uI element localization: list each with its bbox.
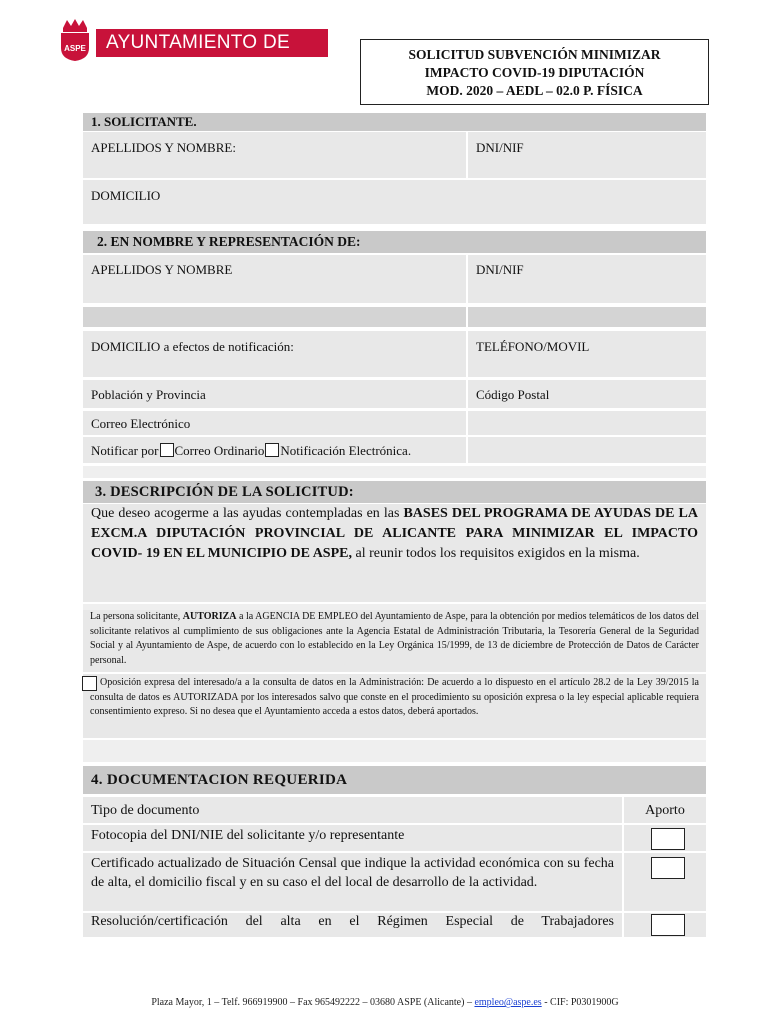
rep-city-label: Población y Provincia bbox=[91, 387, 206, 402]
doc-col-type: Tipo de documento bbox=[91, 803, 200, 818]
doc-row-3-checkbox[interactable] bbox=[651, 914, 685, 936]
applicant-address-field[interactable] bbox=[83, 180, 706, 224]
footer-email-link[interactable]: empleo@aspe.es bbox=[474, 997, 542, 1008]
footer-cif: - CIF: P0301900G bbox=[541, 997, 619, 1008]
doc-table-header-type bbox=[83, 797, 622, 823]
rep-separator-right bbox=[468, 307, 706, 327]
notify-electronic-checkbox[interactable] bbox=[265, 443, 279, 457]
org-name: AYUNTAMIENTO DE ASPE bbox=[106, 32, 290, 81]
notify-mail-checkbox[interactable] bbox=[160, 443, 174, 457]
section-3-bottom-spacer bbox=[83, 740, 706, 762]
applicant-dni-field[interactable] bbox=[468, 132, 706, 178]
doc-row-2-checkbox[interactable] bbox=[651, 857, 685, 879]
section-2-header bbox=[83, 231, 706, 253]
rep-postal-field[interactable] bbox=[468, 380, 706, 408]
notify-mail-label: Correo Ordinario bbox=[174, 443, 265, 458]
org-banner bbox=[96, 29, 328, 81]
rep-address-field[interactable] bbox=[83, 331, 466, 377]
crest-logo bbox=[58, 18, 92, 62]
rep-phone-field[interactable] bbox=[468, 331, 706, 377]
authorization-block bbox=[83, 610, 706, 672]
doc-row-1-checkbox[interactable] bbox=[651, 828, 685, 850]
rep-email-field[interactable] bbox=[83, 411, 466, 435]
section-3-header bbox=[83, 481, 706, 503]
svg-text:ASPE: ASPE bbox=[64, 44, 86, 53]
doc-row-2-label: Certificado actualizado de Situación Censal que indique la actividad económica con su fecha de alta, el domicilio fiscal y en su caso el del local de desarrollo de la actividad. bbox=[91, 856, 614, 890]
doc-row-3 bbox=[83, 913, 622, 937]
rep-postal-label: Código Postal bbox=[476, 387, 550, 402]
form-title-line-1: SOLICITUD SUBVENCIÓN MINIMIZAR bbox=[408, 47, 661, 62]
rep-email-label: Correo Electrónico bbox=[91, 416, 191, 431]
applicant-address-label: DOMICILIO bbox=[91, 188, 161, 203]
rep-address-label: DOMICILIO a efectos de notificación: bbox=[91, 339, 294, 354]
request-text-2: al reunir todos los requisitos exigidos en la misma. bbox=[351, 546, 640, 561]
section-1-title: 1. SOLICITANTE. bbox=[91, 114, 197, 129]
request-text-1: Que deseo acogerme a las ayudas contempladas en las bbox=[91, 506, 404, 521]
auth-bold: AUTORIZA bbox=[182, 611, 237, 622]
doc-row-2 bbox=[83, 853, 622, 911]
rep-dni-label: DNI/NIF bbox=[476, 262, 524, 277]
rep-phone-label: TELÉFONO/MOVIL bbox=[476, 339, 590, 354]
opposition-text: Oposición expresa del interesado/a a la consulta de datos en la Administración: De acuerdo a lo dispuesto en el artículo 28.2 de la Ley 39/2015 la consulta de datos es AUTORIZADA por los interesados salvo que conste en el procedimiento su oposición expresa o la ley especial aplicable requiera consentimiento expreso. Si no desea que el Ayuntamiento acceda a estos datos, deberá aportados. bbox=[90, 677, 699, 717]
notify-label: Notificar por bbox=[91, 443, 159, 458]
form-title-box bbox=[360, 39, 709, 105]
doc-row-3-label: Resolución/certificación del alta en el Régimen Especial de Trabajadores bbox=[91, 914, 614, 929]
applicant-name-label: APELLIDOS Y NOMBRE: bbox=[91, 140, 236, 155]
applicant-name-field[interactable] bbox=[83, 132, 466, 178]
footer-address: Plaza Mayor, 1 – Telf. 966919900 – Fax 965492222 – 03680 ASPE (Alicante) – bbox=[151, 997, 475, 1008]
section-4-title: 4. DOCUMENTACION REQUERIDA bbox=[91, 772, 348, 788]
notify-row-right bbox=[468, 437, 706, 463]
footer bbox=[0, 997, 770, 1008]
rep-city-field[interactable] bbox=[83, 380, 466, 408]
section-1-header bbox=[83, 113, 706, 131]
request-text-bold: BASES DEL PROGRAMA DE AYUDAS DE LA EXCM.A DIPUTACIÓN PROVINCIAL DE ALICANTE PARA MINIMIZAR EL IMPACTO COVID- 19 EN EL MUNICIPIO DE ASPE, bbox=[91, 506, 698, 561]
notify-row bbox=[83, 437, 466, 463]
section-3-title: 3. DESCRIPCIÓN DE LA SOLICITUD: bbox=[95, 484, 354, 500]
rep-email-value[interactable] bbox=[468, 411, 706, 435]
rep-name-label: APELLIDOS Y NOMBRE bbox=[91, 262, 233, 277]
doc-col-aporto: Aporto bbox=[645, 803, 685, 818]
auth-text-1: La persona solicitante, bbox=[90, 611, 183, 622]
doc-row-1 bbox=[83, 825, 622, 851]
rep-separator-left bbox=[83, 307, 466, 327]
section-4-header bbox=[83, 766, 706, 794]
doc-table-header-aporto bbox=[624, 797, 706, 823]
auth-text-2: a la AGENCIA DE EMPLEO del Ayuntamiento de Aspe, para la obtención por medios telemáticos de los datos del solicitante relativos al cumplimiento de sus obligaciones ante la Agencia Estatal de Administración Tributaria, la Tesorería General de la Seguridad Social y al Ayuntamiento de Aspe, de acuerdo con lo establecido en la Ley Orgánica 15/1999, de 13 de diciembre de Protección de Datos de Carácter personal. bbox=[90, 611, 699, 666]
request-text-block bbox=[83, 504, 706, 602]
rep-name-field[interactable] bbox=[83, 255, 466, 303]
section-2-title: 2. EN NOMBRE Y REPRESENTACIÓN DE: bbox=[97, 234, 361, 249]
form-title-line-2: IMPACTO COVID-19 DIPUTACIÓN bbox=[424, 65, 645, 80]
applicant-dni-label: DNI/NIF bbox=[476, 140, 524, 155]
section-2-spacer bbox=[83, 466, 706, 478]
doc-row-1-label: Fotocopia del DNI/NIE del solicitante y/o representante bbox=[91, 828, 405, 843]
form-title-line-3: MOD. 2020 – AEDL – 02.0 P. FÍSICA bbox=[426, 83, 643, 98]
rep-dni-field[interactable] bbox=[468, 255, 706, 303]
notify-electronic-label: Notificación Electrónica. bbox=[280, 443, 412, 458]
